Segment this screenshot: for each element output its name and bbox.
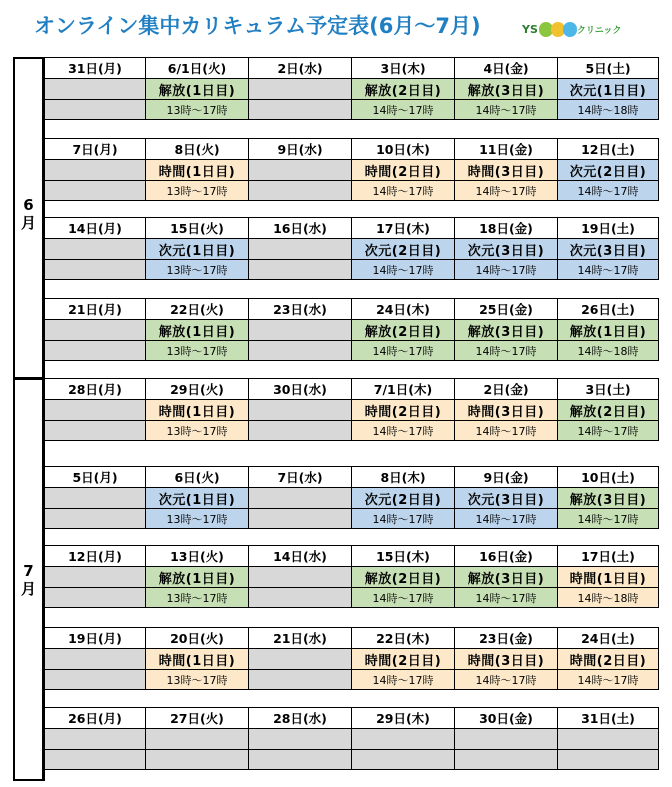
day-date-cell: 2日(水) bbox=[249, 58, 352, 79]
day-date-cell: 2日(金) bbox=[455, 379, 558, 400]
session-label-cell: 次元(1日目) bbox=[558, 79, 659, 100]
week-row-dates bbox=[45, 299, 659, 320]
session-label-cell bbox=[352, 729, 455, 750]
session-time-cell: 14時～18時 bbox=[558, 100, 659, 120]
day-date-cell: 12日(土) bbox=[558, 139, 659, 160]
session-time-cell: 14時～18時 bbox=[558, 341, 659, 361]
session-time-cell bbox=[249, 509, 352, 529]
session-time-cell bbox=[249, 100, 352, 120]
session-time-cell bbox=[45, 341, 146, 361]
session-label-cell: 次元(1日目) bbox=[146, 488, 249, 509]
session-time-cell: 14時～17時 bbox=[352, 100, 455, 120]
day-date-cell: 15日(火) bbox=[146, 218, 249, 239]
week-row-times bbox=[45, 260, 659, 280]
session-label-cell: 時間(1日目) bbox=[558, 567, 659, 588]
day-date-cell: 9日(水) bbox=[249, 139, 352, 160]
week-row-dates bbox=[45, 708, 659, 729]
week-row-times bbox=[45, 750, 659, 770]
day-date-cell: 24日(木) bbox=[352, 299, 455, 320]
day-date-cell: 27日(火) bbox=[146, 708, 249, 729]
session-label-cell: 次元(2日目) bbox=[352, 239, 455, 260]
session-label-cell: 次元(2日目) bbox=[558, 160, 659, 181]
session-time-cell: 14時～17時 bbox=[558, 509, 659, 529]
day-date-cell: 25日(金) bbox=[455, 299, 558, 320]
session-label-cell: 解放(2日目) bbox=[352, 79, 455, 100]
session-time-cell bbox=[45, 588, 146, 608]
session-time-cell: 14時～17時 bbox=[455, 260, 558, 280]
week-row-dates bbox=[45, 218, 659, 239]
session-label-cell bbox=[249, 320, 352, 341]
session-time-cell bbox=[45, 421, 146, 441]
week-row-times bbox=[45, 670, 659, 690]
session-label-cell: 時間(3日目) bbox=[455, 649, 558, 670]
day-date-cell: 30日(金) bbox=[455, 708, 558, 729]
session-label-cell: 解放(2日目) bbox=[352, 320, 455, 341]
session-label-cell bbox=[249, 729, 352, 750]
session-time-cell: 14時～17時 bbox=[352, 421, 455, 441]
session-label-cell bbox=[249, 649, 352, 670]
week-row-events bbox=[45, 160, 659, 181]
session-label-cell: 解放(1日目) bbox=[146, 567, 249, 588]
logo-suffix: クリニック bbox=[576, 25, 622, 36]
session-label-cell bbox=[45, 400, 146, 421]
session-time-cell bbox=[45, 750, 146, 770]
session-label-cell bbox=[45, 239, 146, 260]
day-date-cell: 19日(月) bbox=[45, 628, 146, 649]
session-time-cell: 14時～17時 bbox=[455, 421, 558, 441]
week-row-events bbox=[45, 649, 659, 670]
day-date-cell: 10日(木) bbox=[352, 139, 455, 160]
session-label-cell bbox=[249, 400, 352, 421]
day-date-cell: 3日(木) bbox=[352, 58, 455, 79]
session-time-cell bbox=[45, 509, 146, 529]
day-date-cell: 17日(土) bbox=[558, 546, 659, 567]
session-time-cell bbox=[249, 181, 352, 201]
day-date-cell: 16日(水) bbox=[249, 218, 352, 239]
month-july-column bbox=[13, 378, 45, 781]
day-date-cell: 6/1日(火) bbox=[146, 58, 249, 79]
session-time-cell: 13時～17時 bbox=[146, 341, 249, 361]
day-date-cell: 7日(月) bbox=[45, 139, 146, 160]
session-time-cell bbox=[558, 750, 659, 770]
week-row-times bbox=[45, 421, 659, 441]
session-time-cell: 14時～17時 bbox=[352, 341, 455, 361]
day-date-cell: 14日(月) bbox=[45, 218, 146, 239]
week-row-dates bbox=[45, 467, 659, 488]
day-date-cell: 7日(水) bbox=[249, 467, 352, 488]
day-date-cell: 24日(土) bbox=[558, 628, 659, 649]
week-row-dates bbox=[45, 546, 659, 567]
session-label-cell bbox=[45, 488, 146, 509]
session-label-cell bbox=[146, 729, 249, 750]
week-block bbox=[44, 138, 659, 201]
session-time-cell: 13時～17時 bbox=[146, 670, 249, 690]
session-label-cell bbox=[45, 729, 146, 750]
session-time-cell: 13時～17時 bbox=[146, 260, 249, 280]
session-time-cell: 13時～17時 bbox=[146, 100, 249, 120]
session-label-cell: 次元(3日目) bbox=[455, 239, 558, 260]
session-label-cell: 解放(2日目) bbox=[352, 567, 455, 588]
day-date-cell: 22日(木) bbox=[352, 628, 455, 649]
session-label-cell: 時間(1日目) bbox=[146, 160, 249, 181]
session-label-cell: 次元(3日目) bbox=[558, 239, 659, 260]
session-time-cell bbox=[45, 100, 146, 120]
session-time-cell: 14時～17時 bbox=[352, 181, 455, 201]
session-label-cell bbox=[45, 567, 146, 588]
session-time-cell: 13時～17時 bbox=[146, 588, 249, 608]
week-block bbox=[44, 707, 659, 770]
clinic-logo bbox=[522, 19, 621, 39]
week-block bbox=[44, 378, 659, 441]
day-date-cell: 8日(木) bbox=[352, 467, 455, 488]
week-block bbox=[44, 545, 659, 608]
week-row-events bbox=[45, 239, 659, 260]
day-date-cell: 6日(火) bbox=[146, 467, 249, 488]
logo-bubble-icon bbox=[563, 22, 577, 37]
logo-prefix: YS bbox=[522, 22, 538, 36]
session-time-cell: 14時～17時 bbox=[455, 341, 558, 361]
session-label-cell bbox=[249, 567, 352, 588]
day-date-cell: 16日(金) bbox=[455, 546, 558, 567]
session-label-cell bbox=[45, 320, 146, 341]
session-time-cell: 14時～17時 bbox=[455, 670, 558, 690]
session-time-cell bbox=[249, 588, 352, 608]
session-label-cell: 解放(1日目) bbox=[146, 320, 249, 341]
month-june-column bbox=[13, 57, 45, 379]
session-time-cell bbox=[352, 750, 455, 770]
day-date-cell: 4日(金) bbox=[455, 58, 558, 79]
day-date-cell: 28日(水) bbox=[249, 708, 352, 729]
day-date-cell: 3日(土) bbox=[558, 379, 659, 400]
week-block bbox=[44, 217, 659, 280]
day-date-cell: 8日(火) bbox=[146, 139, 249, 160]
day-date-cell: 15日(木) bbox=[352, 546, 455, 567]
session-time-cell bbox=[249, 670, 352, 690]
session-label-cell: 解放(3日目) bbox=[455, 79, 558, 100]
session-label-cell: 次元(3日目) bbox=[455, 488, 558, 509]
day-date-cell: 22日(火) bbox=[146, 299, 249, 320]
week-block bbox=[44, 466, 659, 529]
day-date-cell: 31日(月) bbox=[45, 58, 146, 79]
week-row-times bbox=[45, 588, 659, 608]
week-block bbox=[44, 57, 659, 120]
week-block bbox=[44, 627, 659, 690]
day-date-cell: 17日(木) bbox=[352, 218, 455, 239]
day-date-cell: 21日(水) bbox=[249, 628, 352, 649]
day-date-cell: 26日(月) bbox=[45, 708, 146, 729]
week-row-times bbox=[45, 341, 659, 361]
page-title: オンライン集中カリキュラム予定表(6月～7月) bbox=[34, 14, 481, 38]
day-date-cell: 21日(月) bbox=[45, 299, 146, 320]
session-label-cell bbox=[45, 649, 146, 670]
day-date-cell: 10日(土) bbox=[558, 467, 659, 488]
session-time-cell: 13時～17時 bbox=[146, 421, 249, 441]
session-label-cell bbox=[45, 79, 146, 100]
session-label-cell bbox=[558, 729, 659, 750]
session-label-cell: 次元(1日目) bbox=[146, 239, 249, 260]
day-date-cell: 28日(月) bbox=[45, 379, 146, 400]
week-row-dates bbox=[45, 379, 659, 400]
day-date-cell: 5日(月) bbox=[45, 467, 146, 488]
session-time-cell: 13時～17時 bbox=[146, 181, 249, 201]
week-row-times bbox=[45, 509, 659, 529]
session-label-cell: 時間(2日目) bbox=[352, 400, 455, 421]
session-label-cell: 解放(3日目) bbox=[455, 320, 558, 341]
session-label-cell bbox=[249, 79, 352, 100]
session-label-cell: 解放(1日目) bbox=[146, 79, 249, 100]
session-label-cell: 時間(3日目) bbox=[455, 400, 558, 421]
week-row-times bbox=[45, 100, 659, 120]
month-label-july: 7 月 bbox=[20, 562, 36, 598]
session-label-cell bbox=[249, 488, 352, 509]
week-row-events bbox=[45, 488, 659, 509]
session-label-cell bbox=[455, 729, 558, 750]
day-date-cell: 19日(土) bbox=[558, 218, 659, 239]
session-time-cell: 14時～17時 bbox=[352, 509, 455, 529]
session-time-cell bbox=[45, 181, 146, 201]
session-time-cell: 14時～17時 bbox=[455, 588, 558, 608]
day-date-cell: 26日(土) bbox=[558, 299, 659, 320]
week-row-dates bbox=[45, 628, 659, 649]
week-row-events bbox=[45, 79, 659, 100]
day-date-cell: 23日(水) bbox=[249, 299, 352, 320]
session-time-cell bbox=[249, 750, 352, 770]
day-date-cell: 30日(水) bbox=[249, 379, 352, 400]
session-time-cell bbox=[45, 260, 146, 280]
session-label-cell: 時間(1日目) bbox=[146, 649, 249, 670]
session-time-cell: 14時～17時 bbox=[558, 670, 659, 690]
day-date-cell: 20日(火) bbox=[146, 628, 249, 649]
session-label-cell: 解放(2日目) bbox=[558, 400, 659, 421]
week-row-dates bbox=[45, 139, 659, 160]
session-time-cell bbox=[146, 750, 249, 770]
session-time-cell: 13時～17時 bbox=[146, 509, 249, 529]
day-date-cell: 7/1日(木) bbox=[352, 379, 455, 400]
session-label-cell: 時間(2日目) bbox=[352, 160, 455, 181]
session-time-cell bbox=[249, 341, 352, 361]
week-row-events bbox=[45, 567, 659, 588]
week-row-events bbox=[45, 320, 659, 341]
session-label-cell: 時間(3日目) bbox=[455, 160, 558, 181]
session-time-cell: 14時～17時 bbox=[558, 181, 659, 201]
session-time-cell: 14時～17時 bbox=[558, 260, 659, 280]
week-row-events bbox=[45, 729, 659, 750]
month-label-june: 6 月 bbox=[20, 196, 36, 232]
session-time-cell: 14時～18時 bbox=[558, 588, 659, 608]
week-row-dates bbox=[45, 58, 659, 79]
session-label-cell bbox=[249, 160, 352, 181]
session-time-cell bbox=[249, 260, 352, 280]
session-label-cell: 次元(2日目) bbox=[352, 488, 455, 509]
session-label-cell bbox=[45, 160, 146, 181]
week-row-times bbox=[45, 181, 659, 201]
day-date-cell: 29日(木) bbox=[352, 708, 455, 729]
session-time-cell: 14時～17時 bbox=[558, 421, 659, 441]
session-time-cell bbox=[455, 750, 558, 770]
week-block bbox=[44, 298, 659, 361]
day-date-cell: 31日(土) bbox=[558, 708, 659, 729]
session-time-cell bbox=[249, 421, 352, 441]
session-label-cell: 解放(1日目) bbox=[558, 320, 659, 341]
session-time-cell: 14時～17時 bbox=[455, 509, 558, 529]
session-time-cell: 14時～17時 bbox=[352, 260, 455, 280]
day-date-cell: 14日(水) bbox=[249, 546, 352, 567]
session-time-cell: 14時～17時 bbox=[455, 181, 558, 201]
session-time-cell: 14時～17時 bbox=[352, 588, 455, 608]
session-time-cell: 14時～17時 bbox=[352, 670, 455, 690]
session-label-cell: 時間(2日目) bbox=[558, 649, 659, 670]
session-label-cell: 時間(1日目) bbox=[146, 400, 249, 421]
session-label-cell: 解放(3日目) bbox=[558, 488, 659, 509]
session-label-cell bbox=[249, 239, 352, 260]
day-date-cell: 13日(火) bbox=[146, 546, 249, 567]
day-date-cell: 11日(金) bbox=[455, 139, 558, 160]
day-date-cell: 23日(金) bbox=[455, 628, 558, 649]
day-date-cell: 29日(火) bbox=[146, 379, 249, 400]
day-date-cell: 18日(金) bbox=[455, 218, 558, 239]
day-date-cell: 12日(月) bbox=[45, 546, 146, 567]
session-time-cell: 14時～17時 bbox=[455, 100, 558, 120]
day-date-cell: 9日(金) bbox=[455, 467, 558, 488]
session-time-cell bbox=[45, 670, 146, 690]
day-date-cell: 5日(土) bbox=[558, 58, 659, 79]
session-label-cell: 解放(3日目) bbox=[455, 567, 558, 588]
week-row-events bbox=[45, 400, 659, 421]
session-label-cell: 時間(2日目) bbox=[352, 649, 455, 670]
